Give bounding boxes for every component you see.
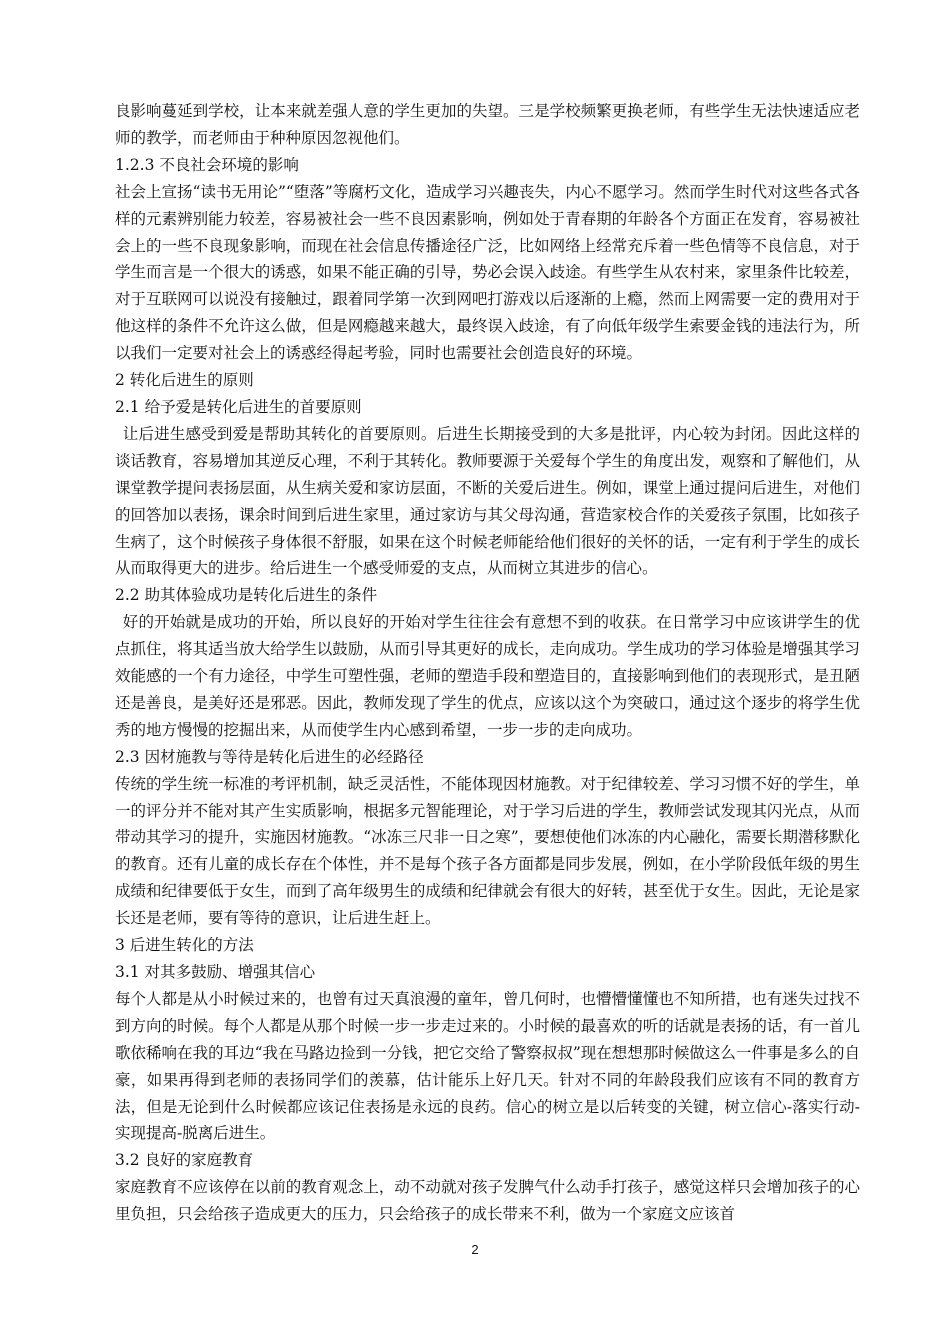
paragraph: 良影响蔓延到学校，让本来就差强人意的学生更加的失望。三是学校频繁更换老师，有些学生无法快速适应老师的教学，而老师由于种种原因忽视他们。: [115, 102, 860, 147]
section-heading: 3.2 良好的家庭教育: [115, 1151, 254, 1170]
page-number: 2: [471, 1242, 479, 1257]
section-heading: 2.2 助其体验成功是转化后进生的条件: [115, 586, 378, 605]
section-heading: 3 后进生转化的方法: [115, 936, 254, 955]
paragraph: 每个人都是从小时候过来的，也曾有过天真浪漫的童年，曾几何时，也懵懵懂懂也不知所措，也有迷失过找不到方向的时候。每个人都是从那个时候一步一步走过来的。小时候的最喜欢的听的话就是表扬的话，有一首儿歌依稀响在我的耳边“我在马路边捡到一分钱，把它交给了警察叔叔”现在想想那时候做这么一件事是多么的自豪，如果再得到老师的表扬同学们的羡慕，估计能乐上好几天。针对不同的年龄段我们应该有不同的教育方法，但是无论到什么时候都应该记住表扬是永远的良药。信心的树立是以后转变的关键，树立信心-落实行动-实现提高-脱离后进生。: [115, 989, 860, 1143]
document-body: [115, 98, 860, 1228]
section-heading: 2 转化后进生的原则: [115, 371, 254, 390]
section-heading: 3.1 对其多鼓励、增强其信心: [115, 963, 316, 981]
section-heading: 2.1 给予爱是转化后进生的首要原则: [115, 397, 362, 416]
paragraph: 社会上宣扬“读书无用论”“堕落”等腐朽文化，造成学习兴趣丧失，内心不愿学习。然而学生时代对这些各式各样的元素辨别能力较差，容易被社会一些不良因素影响，例如处于青春期的年龄各个方面正在发育，容易被社会上的一些不良现象影响，而现在社会信息传播途径广泛，比如网络上经常充斥着一些色情等不良信息，对于学生而言是一个很大的诱惑，如果不能正确的引导，势必会误入歧途。有些学生从农村来，家里条件比较差，对于互联网可以说没有接触过，跟着同学第一次到网吧打游戏以后逐渐的上瘾，然而上网需要一定的费用对于他这样的条件不允许这么做，但是网瘾越来越大，最终误入歧途，有了向低年级学生索要金钱的违法行为，所以我们一定要对社会上的诱惑经得起考验，同时也需要社会创造良好的环境。: [115, 182, 860, 363]
paragraph: 让后进生感受到爱是帮助其转化的首要原则。后进生长期接受到的大多是批评，内心较为封闭。因此这样的谈话教育，容易增加其逆反心理，不利于其转化。教师要源于关爱每个学生的角度出发，观察和了解他们，从课堂教学提问表扬层面，从生病关爱和家访层面，不断的关爱后进生。例如，课堂上通过提问后进生，对他们的回答加以表扬，课余时间到后进生家里，通过家访与其父母沟通，营造家校合作的关爱孩子氛围，比如孩子生病了，这个时候孩子身体很不舒服，如果在这个时候老师能给他们很好的关怀的话，一定有利于学生的成长从而取得更大的进步。给后进生一个感受师爱的支点，从而树立其进步的信心。: [115, 424, 860, 578]
paragraph: 传统的学生统一标准的考评机制，缺乏灵活性，不能体现因材施教。对于纪律较差、学习习惯不好的学生，单一的评分并不能对其产生实质影响，根据多元智能理论，对于学习后进的学生，教师尝试发现其闪光点，从而带动其学习的提升，实施因材施教。“冰冻三尺非一日之寒”，要想使他们冰冻的内心融化，需要长期潜移默化的教育。还有儿童的成长存在个体性，并不是每个孩子各方面都是同步发展，例如，在小学阶段低年级的男生成绩和纪律要低于女生，而到了高年级男生的成绩和纪律就会有很大的好转，甚至优于女生。因此，无论是家长还是老师，要有等待的意识，让后进生赶上。: [115, 774, 860, 928]
section-heading: 2.3 因材施教与等待是转化后进生的必经路径: [115, 747, 424, 766]
paragraph: 好的开始就是成功的开始，所以良好的开始对学生往往会有意想不到的收获。在日常学习中应该讲学生的优点抓住，将其适当放大给学生以鼓励，从而引导其更好的成长，走向成功。学生成功的学习体验是增强其学习效能感的一个有力途径，中学生可塑性强，老师的塑造手段和塑造目的，直接影响到他们的表现形式，是丑陋还是善良，是美好还是邪恶。因此，教师发现了学生的优点，应该以这个为突破口，通过这个逐步的将学生优秀的地方慢慢的挖掘出来，从而使学生内心感到希望，一步一步的走向成功。: [115, 613, 860, 739]
paragraph: 家庭教育不应该停在以前的教育观念上，动不动就对孩子发脾气什么动手打孩子，感觉这样只会增加孩子的心里负担，只会给孩子造成更大的压力，只会给孩子的成长带来不利，做为一个家庭文应该首: [115, 1178, 860, 1224]
section-heading: 1.2.3 不良社会环境的影响: [115, 155, 299, 174]
